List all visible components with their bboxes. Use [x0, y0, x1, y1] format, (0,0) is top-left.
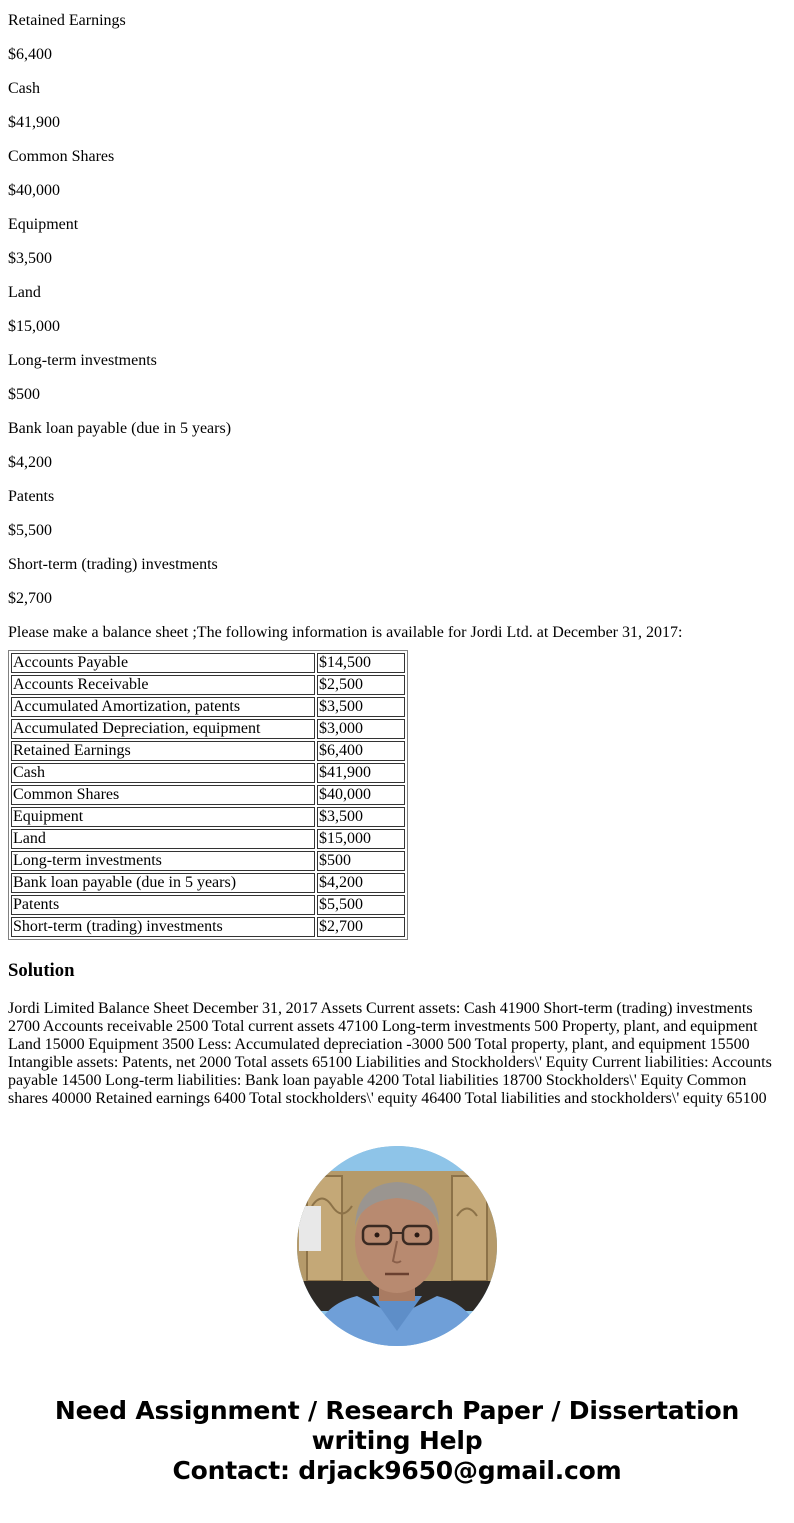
table-cell-value: $5,500 [317, 895, 405, 915]
table-cell-label: Patents [11, 895, 315, 915]
table-cell-label: Short-term (trading) investments [11, 917, 315, 937]
author-photo-container [0, 1146, 794, 1346]
promo-line-2: writing Help [311, 1426, 483, 1455]
table-row [11, 895, 405, 915]
item-label: Equipment [8, 216, 79, 233]
table-row [11, 873, 405, 893]
table-cell-value: $3,500 [317, 807, 405, 827]
item-value: $41,900 [8, 114, 60, 131]
table-row [11, 741, 405, 761]
item-label: Bank loan payable (due in 5 years) [8, 420, 232, 437]
table-cell-label: Long-term investments [11, 851, 315, 871]
item-label: Retained Earnings [8, 12, 126, 29]
portrait-illustration-icon [297, 1146, 497, 1346]
item-list [8, 12, 786, 608]
table-row [11, 829, 405, 849]
table-cell-label: Common Shares [11, 785, 315, 805]
table-cell-value: $40,000 [317, 785, 405, 805]
item-value: $6,400 [8, 46, 52, 63]
item-value: $40,000 [8, 182, 60, 199]
table-row [11, 697, 405, 717]
table-cell-label: Equipment [11, 807, 315, 827]
table-cell-label: Cash [11, 763, 315, 783]
table-cell-label: Bank loan payable (due in 5 years) [11, 873, 315, 893]
table-row [11, 785, 405, 805]
table-cell-value: $2,500 [317, 675, 405, 695]
item-value: $2,700 [8, 590, 52, 607]
table-cell-value: $3,000 [317, 719, 405, 739]
item-label: Land [8, 284, 41, 301]
table-row [11, 653, 405, 673]
item-label: Common Shares [8, 148, 115, 165]
item-label: Cash [8, 80, 40, 97]
item-value: $15,000 [8, 318, 60, 335]
question-text: Please make a balance sheet ;The following information is available for Jordi Ltd. at December 31, 2017: [8, 624, 683, 641]
table-cell-label: Retained Earnings [11, 741, 315, 761]
item-label: Short-term (trading) investments [8, 556, 218, 573]
table-row [11, 763, 405, 783]
item-value: $3,500 [8, 250, 52, 267]
accounts-table [8, 650, 408, 940]
item-label: Long-term investments [8, 352, 157, 369]
table-cell-value: $4,200 [317, 873, 405, 893]
table-cell-label: Accounts Payable [11, 653, 315, 673]
table-cell-value: $15,000 [317, 829, 405, 849]
author-avatar [297, 1146, 497, 1346]
table-cell-value: $6,400 [317, 741, 405, 761]
table-row [11, 807, 405, 827]
table-cell-label: Accumulated Depreciation, equipment [11, 719, 315, 739]
item-label: Patents [8, 488, 55, 505]
table-cell-value: $41,900 [317, 763, 405, 783]
promo-banner [0, 1396, 794, 1486]
promo-contact: Contact: drjack9650@gmail.com [172, 1456, 622, 1485]
table-row [11, 917, 405, 937]
item-value: $5,500 [8, 522, 52, 539]
solution-heading: Solution [8, 960, 75, 981]
table-cell-label: Accumulated Amortization, patents [11, 697, 315, 717]
table-cell-value: $2,700 [317, 917, 405, 937]
table-row [11, 851, 405, 871]
table-cell-label: Accounts Receivable [11, 675, 315, 695]
item-value: $500 [8, 386, 40, 403]
table-cell-label: Land [11, 829, 315, 849]
solution-text: Jordi Limited Balance Sheet December 31, 2017 Assets Current assets: Cash 41900 Short-term (trading) investments 2700 Accounts receivable 2500 Total current assets 47100 Long-term investments 500 Property, plant, and equipment Land 15000 Equipment 3500 Less: Accumulated depreciation -3000 500 Total property, plant, and equipment 15500 Intangible assets: Patents, net 2000 Total assets 65100 Liabilities and Stockholders\' Equity Current liabilities: Accounts payable 14500 Long-term liabilities: Bank loan payable 4200 Total liabilities 18700 Stockholders\' Equity Common shares 40000 Retained earnings 6400 Total stockholders\' equity 46400 Total liabilities and stockholders\' equity 65100 [8, 1000, 772, 1107]
table-cell-value: $500 [317, 851, 405, 871]
promo-line-1: Need Assignment / Research Paper / Dissertation [54, 1396, 740, 1425]
page-content [0, 12, 794, 1108]
item-value: $4,200 [8, 454, 52, 471]
table-row [11, 719, 405, 739]
table-cell-value: $3,500 [317, 697, 405, 717]
table-cell-value: $14,500 [317, 653, 405, 673]
table-row [11, 675, 405, 695]
